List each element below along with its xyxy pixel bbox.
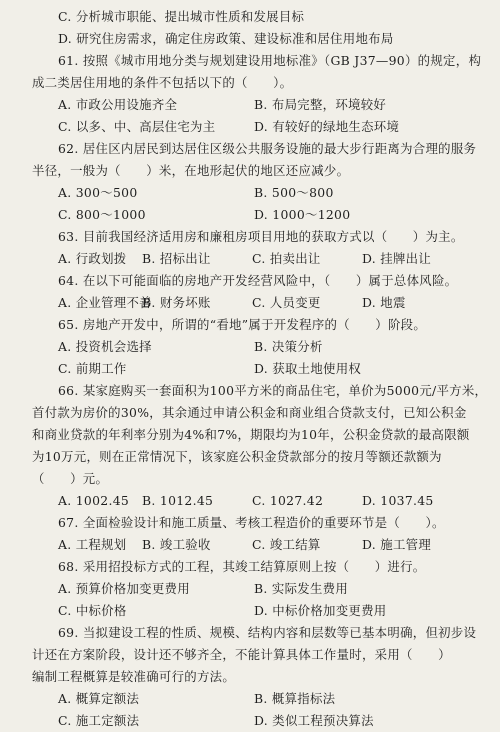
q63-stem: 63. 目前我国经济适用房和廉租房项目用地的获取方式以（ ）为主。 bbox=[58, 229, 464, 244]
q66-stem-cont-3: 为10万元，则在正常情况下，该家庭公积金贷款部分的按月等额还款额为 bbox=[32, 449, 442, 464]
q66-option-a: A. 1002.45 bbox=[58, 493, 130, 508]
q69-option-d: D. 类似工程预决算法 bbox=[254, 713, 374, 728]
q68-options-row1 bbox=[32, 578, 482, 600]
q63-option-a: A. 行政划拨 bbox=[58, 251, 127, 266]
q66-option-c: C. 1027.42 bbox=[252, 493, 324, 508]
q66-option-d: D. 1037.45 bbox=[362, 493, 434, 508]
q65-option-d: D. 获取土地使用权 bbox=[254, 361, 362, 376]
q61-option-a: A. 市政公用设施齐全 bbox=[58, 97, 178, 112]
q66-stem: 66. 某家庭购买一套面积为100平方米的商品住宅，单价为5000元/平方米， bbox=[58, 383, 488, 398]
q65-stem: 65. 房地产开发中，所谓的“看地”属于开发程序的（ ）阶段。 bbox=[58, 317, 427, 332]
q62-option-b: B. 500～800 bbox=[254, 185, 334, 200]
q68-option-c: C. 中标价格 bbox=[58, 603, 127, 618]
q61-stem-cont: 成二类居住用地的条件不包括以下的（ ）。 bbox=[32, 75, 293, 90]
q61-option-b: B. 布局完整，环境较好 bbox=[254, 97, 387, 112]
q60-option-d: D. 研究住房需求，确定住房政策、建设标准和居住用地布局 bbox=[58, 31, 394, 46]
q69-option-a: A. 概算定额法 bbox=[58, 691, 140, 706]
q66-options bbox=[32, 490, 482, 512]
q65-options-row1 bbox=[32, 336, 482, 358]
q69-options-row1 bbox=[32, 688, 482, 710]
q62-stem: 62. 居住区内居民到达居住区级公共服务设施的最大步行距离为合理的服务 bbox=[58, 141, 477, 156]
q63-options bbox=[32, 248, 482, 270]
q61-options-row1 bbox=[32, 94, 482, 116]
q65-options-row2 bbox=[32, 358, 482, 380]
q62-option-c: C. 800～1000 bbox=[58, 207, 146, 222]
q66-option-b: B. 1012.45 bbox=[142, 493, 214, 508]
q61-option-c: C. 以多、中、高层住宅为主 bbox=[58, 119, 216, 134]
q61-option-d: D. 有较好的绿地生态环境 bbox=[254, 119, 400, 134]
q67-option-a: A. 工程规划 bbox=[58, 537, 127, 552]
q64-option-b: B. 财务坏账 bbox=[142, 295, 211, 310]
q66-stem-cont-2: 和商业贷款的年利率分别为4%和7%，期限均为10年，公积金贷款的最高限额 bbox=[32, 427, 470, 442]
q68-options-row2 bbox=[32, 600, 482, 622]
q62-option-a: A. 300～500 bbox=[58, 185, 138, 200]
q66-stem-cont-1: 首付款为房价的30%，其余通过申请公积金和商业组合贷款支付，已知公积金 bbox=[32, 405, 467, 420]
q61-options-row2 bbox=[32, 116, 482, 138]
q60-option-c: C. 分析城市职能、提出城市性质和发展目标 bbox=[58, 9, 305, 24]
q63-option-b: B. 招标出让 bbox=[142, 251, 211, 266]
q67-option-d: D. 施工管理 bbox=[362, 537, 432, 552]
q64-options bbox=[32, 292, 482, 314]
q67-options bbox=[32, 534, 482, 556]
q62-options-row2 bbox=[32, 204, 482, 226]
q64-option-d: D. 地震 bbox=[362, 295, 406, 310]
q62-options-row1 bbox=[32, 182, 482, 204]
q69-stem-cont-2: 编制工程概算是较准确可行的方法。 bbox=[32, 669, 236, 684]
q65-option-c: C. 前期工作 bbox=[58, 361, 127, 376]
q65-option-a: A. 投资机会选择 bbox=[58, 339, 152, 354]
q68-stem: 68. 采用招投标方式的工程，其竣工结算原则上按（ ）进行。 bbox=[58, 559, 426, 574]
q62-stem-cont: 半径，一般为（ ）米，在地形起伏的地区还应减少。 bbox=[32, 163, 350, 178]
q69-option-c: C. 施工定额法 bbox=[58, 713, 140, 728]
q69-stem: 69. 当拟建设工程的性质、规模、结构内容和层数等已基本明确，但初步设 bbox=[58, 625, 477, 640]
q69-options-row2 bbox=[32, 710, 482, 732]
q68-option-b: B. 实际发生费用 bbox=[254, 581, 349, 596]
q67-option-b: B. 竣工验收 bbox=[142, 537, 211, 552]
q65-option-b: B. 决策分析 bbox=[254, 339, 323, 354]
q63-option-c: C. 拍卖出让 bbox=[252, 251, 321, 266]
q62-option-d: D. 1000～1200 bbox=[254, 207, 351, 222]
q64-option-a: A. 企业管理不善 bbox=[58, 295, 152, 310]
q69-option-b: B. 概算指标法 bbox=[254, 691, 336, 706]
q66-stem-cont-4: （ ）元。 bbox=[32, 471, 109, 486]
q64-stem: 64. 在以下可能面临的房地产开发经营风险中，（ ）属于总体风险。 bbox=[58, 273, 458, 288]
q69-stem-cont-1: 计还在方案阶段，设计还不够齐全，不能计算具体工作量时，采用（ ） bbox=[32, 647, 451, 662]
q67-option-c: C. 竣工结算 bbox=[252, 537, 321, 552]
q67-stem: 67. 全面检验设计和施工质量、考核工程造价的重要环节是（ ）。 bbox=[58, 515, 445, 530]
q68-option-d: D. 中标价格加变更费用 bbox=[254, 603, 387, 618]
q68-option-a: A. 预算价格加变更费用 bbox=[58, 581, 190, 596]
q64-option-c: C. 人员变更 bbox=[252, 295, 321, 310]
q63-option-d: D. 挂牌出让 bbox=[362, 251, 432, 266]
q61-stem: 61. 按照《城市用地分类与规划建设用地标准》（GB J37—90）的规定，构 bbox=[58, 53, 482, 68]
